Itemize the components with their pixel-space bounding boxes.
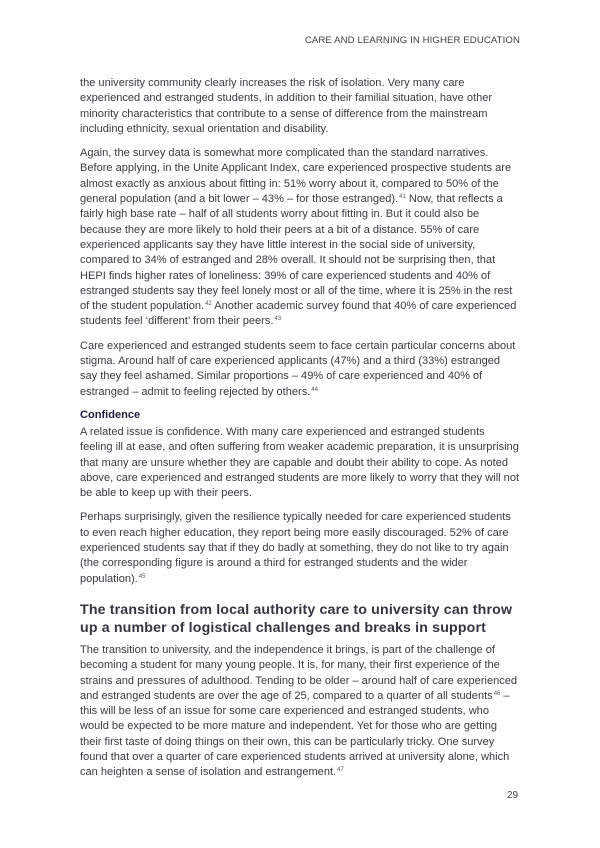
footnote-ref[interactable]: 42: [205, 301, 212, 308]
footnote-ref[interactable]: 43: [274, 316, 282, 323]
paragraph-text: The transition to university, and the independence it brings, is part of the challenge of becoming a student for many young people. It is, for many, their first experience of the strains and pressures of adulthood. Tending to be older – around half of care experienced and estranged students are over the age of 25, compared to a quarter of all students: [80, 643, 518, 702]
footnote-ref[interactable]: 44: [311, 386, 318, 393]
paragraph-text: Care experienced and estranged students seem to face certain particular concerns about stigma. Around half of care experienced applicants (47%) and a third (33%) estranged say they feel ashamed. Similar proportions – 49% of care experienced and 40% of estranged – admit to feeling rejected by others.: [80, 339, 516, 398]
paragraph-text: – this will be less of an issue for some care experienced and estranged students, who would be expected to be more mature and independent. Yet for those who are getting their first taste of doing things on their own, this can be particularly tricky. One survey found that over a quarter of care experienced students arrived at university alone, which can heighten a sense of isolation and estrangement.: [80, 689, 510, 779]
footnote-ref[interactable]: 46: [493, 690, 501, 697]
paragraph-transition: [80, 643, 520, 781]
paragraph-text: Another academic survey found that 40% of care experienced students feel ‘different’ from their peers.: [80, 300, 517, 328]
footnote-ref[interactable]: 45: [138, 573, 146, 580]
paragraph-text: Now, that reflects a fairly high base rate – half of all students worry about fitting in. But it could also be because they are more likely to hold their peers at a bit of a distance. 55% of care experienced applicants say they have little interest in the social side of university, compared to 34% of estranged and 28% overall. It should not be surprising then, that HEPI finds higher rates of loneliness: 39% of care experienced students and 40% of estranged students say they feel lonely most or all of the time, where it is 25% in the rest of the student population.: [80, 193, 513, 313]
page-number: 29: [507, 790, 519, 801]
paragraph-text: Again, the survey data is somewhat more complicated than the standard narratives. Before applying, in the Unite Applicant Index, care experienced prospective students are almost exactly as anxious about fitting in: 51% worry about it, compared to 50% of the general population (and a bit lower – 43% – for those estranged).: [80, 147, 512, 206]
page-body: [80, 76, 520, 790]
running-header: CARE AND LEARNING IN HIGHER EDUCATION: [304, 35, 520, 46]
paragraph-stigma: [80, 339, 520, 400]
paragraph-discouraged: [80, 510, 520, 586]
subheading-confidence: Confidence: [80, 408, 141, 421]
paragraph-survey-data: [80, 146, 520, 330]
paragraph-confidence: A related issue is confidence. With many care experienced and estranged students feeling ill at ease, and often suffering from weaker academic preparation, it is unsurprising that many are unsure whether they are capable and doubt their ability to cope. As noted above, care experienced and estranged students are more likely to worry that they will not be able to keep up with their peers.: [80, 425, 520, 500]
section-heading: The transition from local authority care to university can throw up a number of logistical challenges and breaks in support: [80, 601, 513, 636]
footnote-ref[interactable]: 47: [337, 767, 344, 774]
paragraph-isolation: the university community clearly increases the risk of isolation. Very many care experienced and estranged students, in addition to their familial situation, have other minority characteristics that contribute to a sense of difference from the mainstream including ethnicity, sexual orientation and disability.: [80, 77, 493, 135]
paragraph-text: Perhaps surprisingly, given the resilience typically needed for care experienced students to even reach higher education, they report being more easily discouraged. 52% of care experienced students say that if they do badly at something, they do not like to try again (the corresponding figure is around a third for estranged students and the wider population).: [80, 511, 511, 585]
footnote-ref[interactable]: 41: [399, 194, 406, 201]
